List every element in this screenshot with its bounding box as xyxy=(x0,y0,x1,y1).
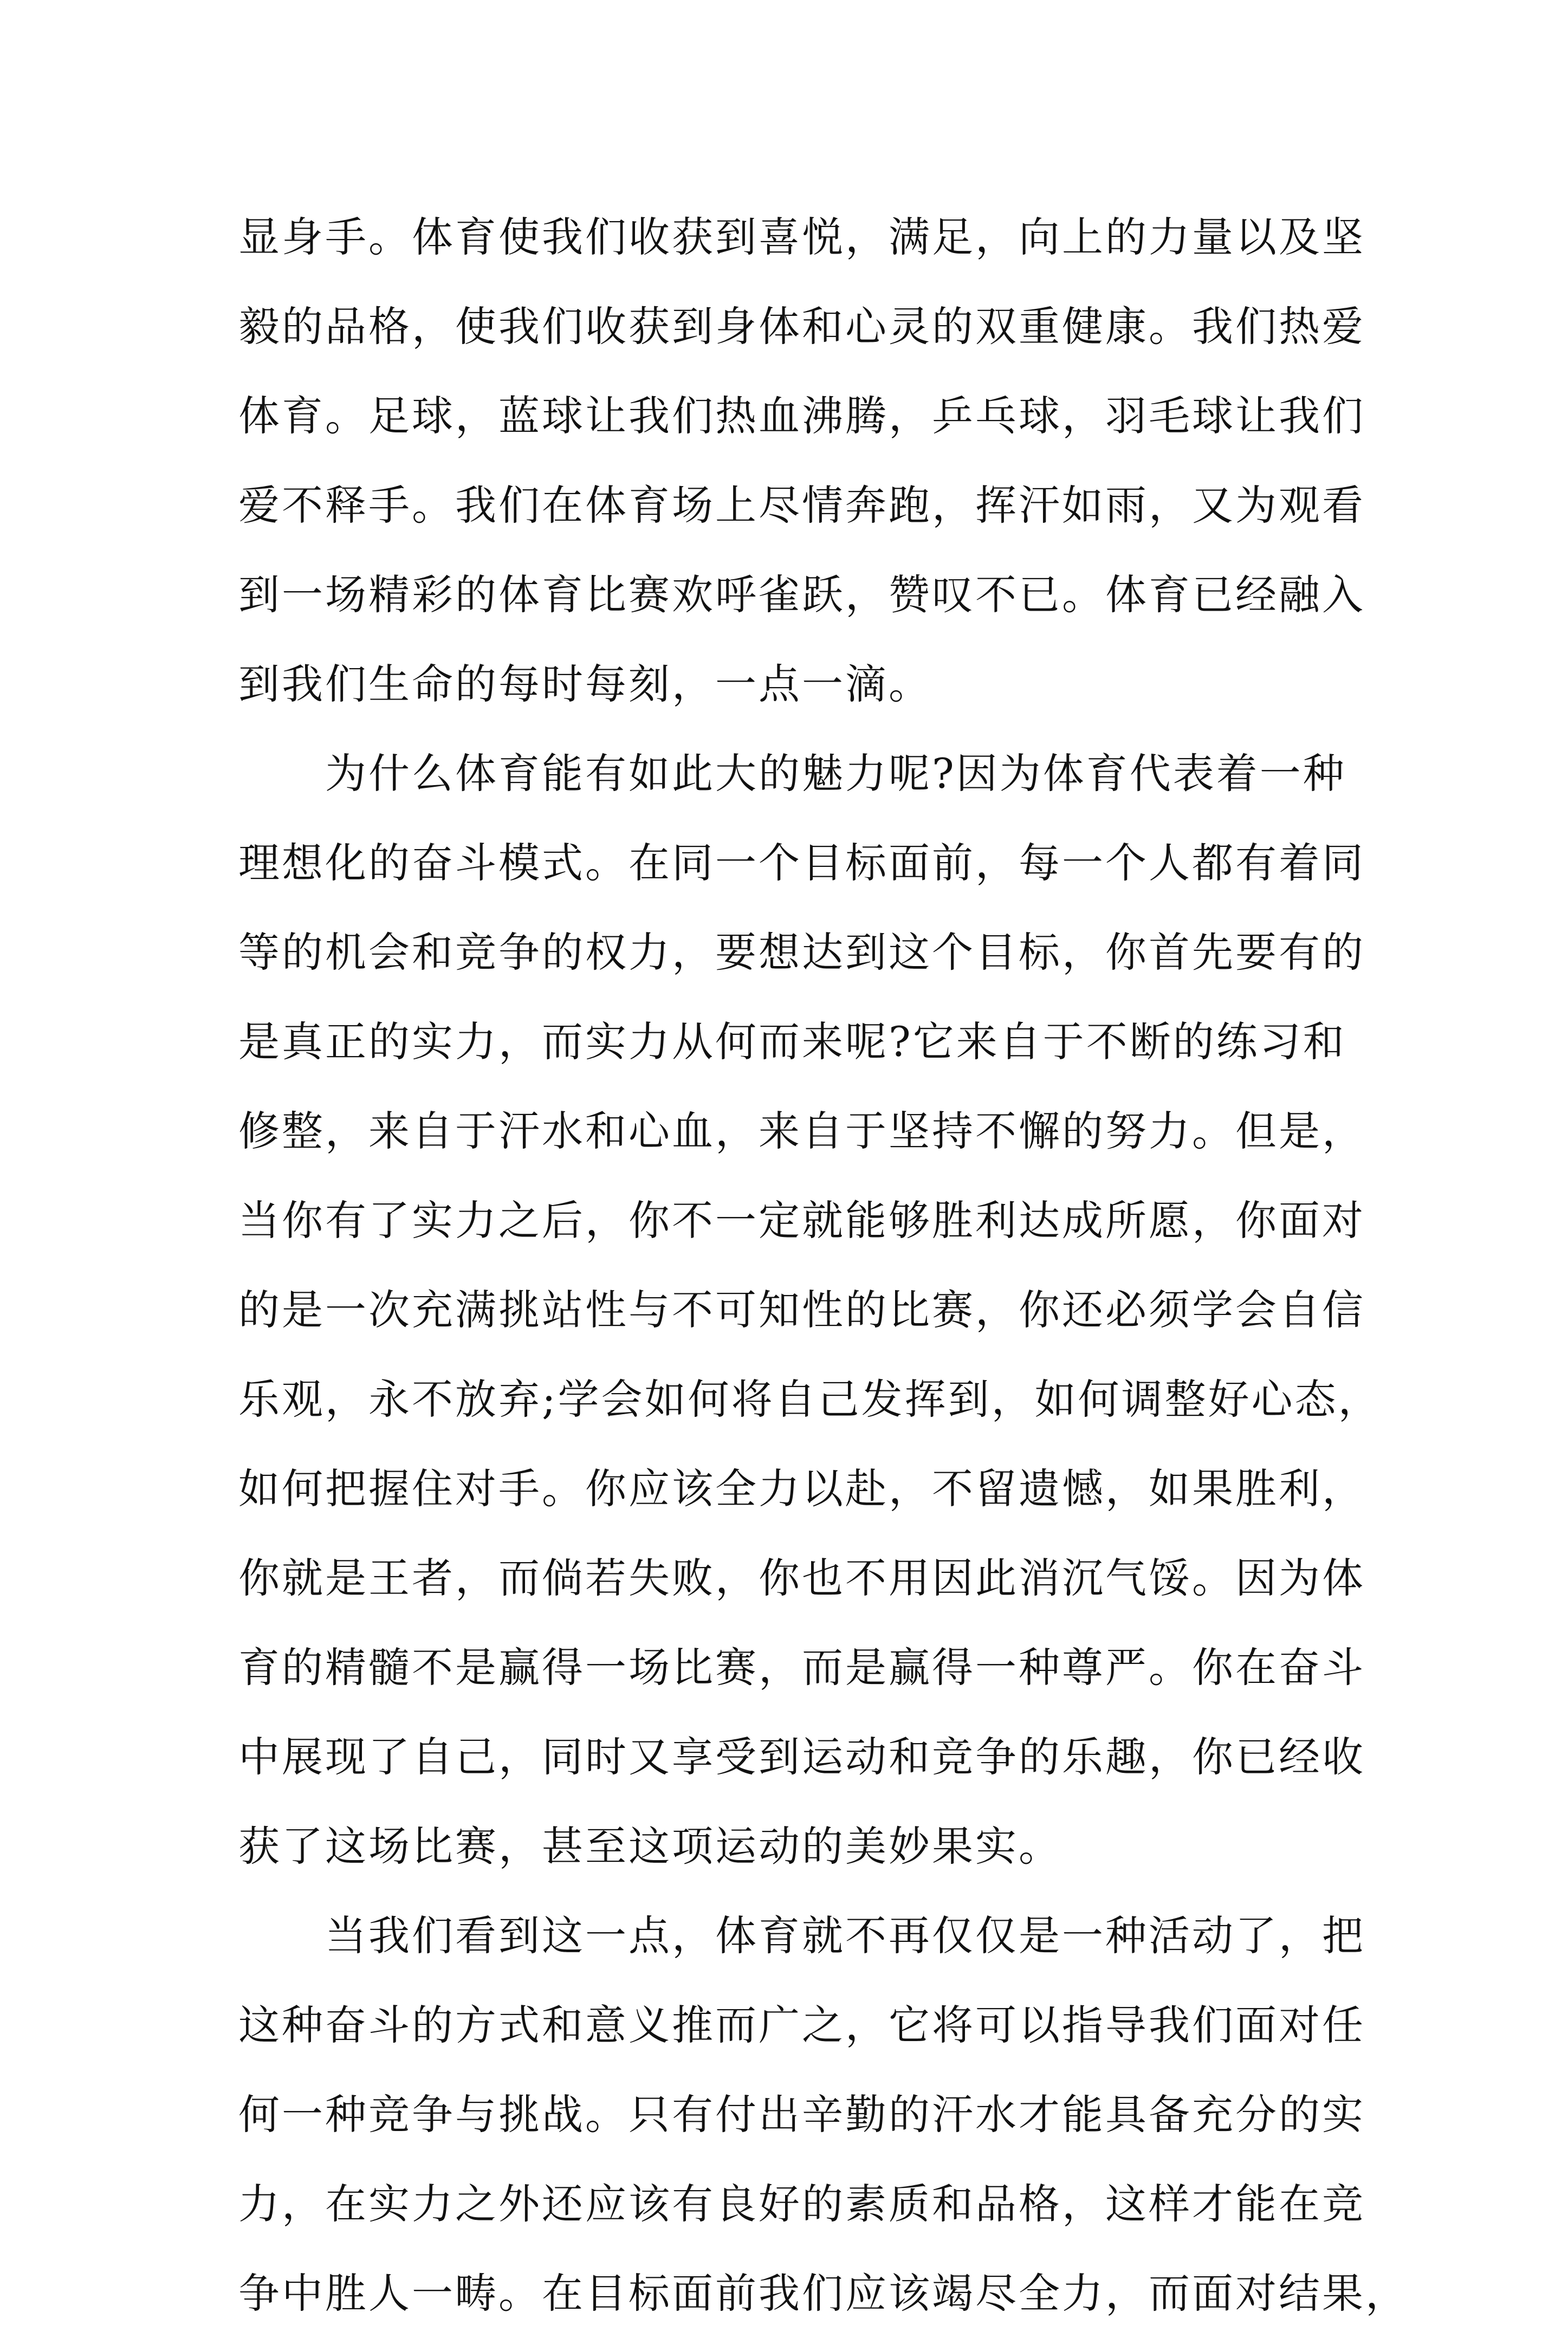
text-line: 是真正的实力，而实力从何而来呢?它来自于不断的练习和 xyxy=(238,1018,1346,1066)
text-line: 争中胜人一畴。在目标面前我们应该竭尽全力，而面对结果， xyxy=(238,2269,1409,2317)
text-line: 毅的品格，使我们收获到身体和心灵的双重健康。我们热爱 xyxy=(238,302,1365,351)
text-line: 这种奋斗的方式和意义推而广之，它将可以指导我们面对任 xyxy=(238,2001,1365,2049)
paragraph-2 xyxy=(238,729,1382,1891)
text-line: 何一种竞争与挑战。只有付出辛勤的汗水才能具备充分的实 xyxy=(238,2090,1365,2139)
document-body xyxy=(238,192,1409,2338)
text-line: 修整，来自于汗水和心血，来自于坚持不懈的努力。但是， xyxy=(238,1107,1365,1155)
text-line: 中展现了自己，同时又享受到运动和竞争的乐趣，你已经收 xyxy=(238,1733,1365,1781)
text-line: 爱不释手。我们在体育场上尽情奔跑，挥汗如雨，又为观看 xyxy=(238,481,1365,529)
text-line: 理想化的奋斗模式。在同一个目标面前，每一个人都有着同 xyxy=(238,839,1365,887)
text-line: 如何把握住对手。你应该全力以赴，不留遗憾，如果胜利， xyxy=(238,1465,1365,1513)
text-line: 当我们看到这一点，体育就不再仅仅是一种活动了，把 xyxy=(325,1912,1365,1960)
text-line: 你就是王者，而倘若失败，你也不用因此消沉气馁。因为体 xyxy=(238,1554,1365,1602)
text-line: 获了这场比赛，甚至这项运动的美妙果实。 xyxy=(238,1822,1062,1870)
text-line: 当你有了实力之后，你不一定就能够胜利达成所愿，你面对 xyxy=(238,1196,1365,1245)
text-line: 为什么体育能有如此大的魅力呢?因为体育代表着一种 xyxy=(325,749,1346,798)
text-line: 等的机会和竞争的权力，要想达到这个目标，你首先要有的 xyxy=(238,928,1365,976)
text-line: 到我们生命的每时每刻，一点一滴。 xyxy=(238,660,932,708)
text-line: 到一场精彩的体育比赛欢呼雀跃，赞叹不已。体育已经融入 xyxy=(238,571,1365,619)
text-line: 育的精髓不是赢得一场比赛，而是赢得一种尊严。你在奋斗 xyxy=(238,1643,1365,1692)
text-line: 体育。足球，蓝球让我们热血沸腾，乒乓球，羽毛球让我们 xyxy=(238,392,1365,440)
paragraph-1 xyxy=(238,192,1365,729)
text-line: 乐观，永不放弃;学会如何将自己发挥到，如何调整好心态， xyxy=(238,1375,1382,1423)
text-line: 的是一次充满挑站性与不可知性的比赛，你还必须学会自信 xyxy=(238,1286,1365,1334)
text-line: 显身手。体育使我们收获到喜悦，满足，向上的力量以及坚 xyxy=(238,213,1365,261)
text-line: 力，在实力之外还应该有良好的素质和品格，这样才能在竞 xyxy=(238,2180,1365,2228)
paragraph-3 xyxy=(238,1891,1409,2338)
